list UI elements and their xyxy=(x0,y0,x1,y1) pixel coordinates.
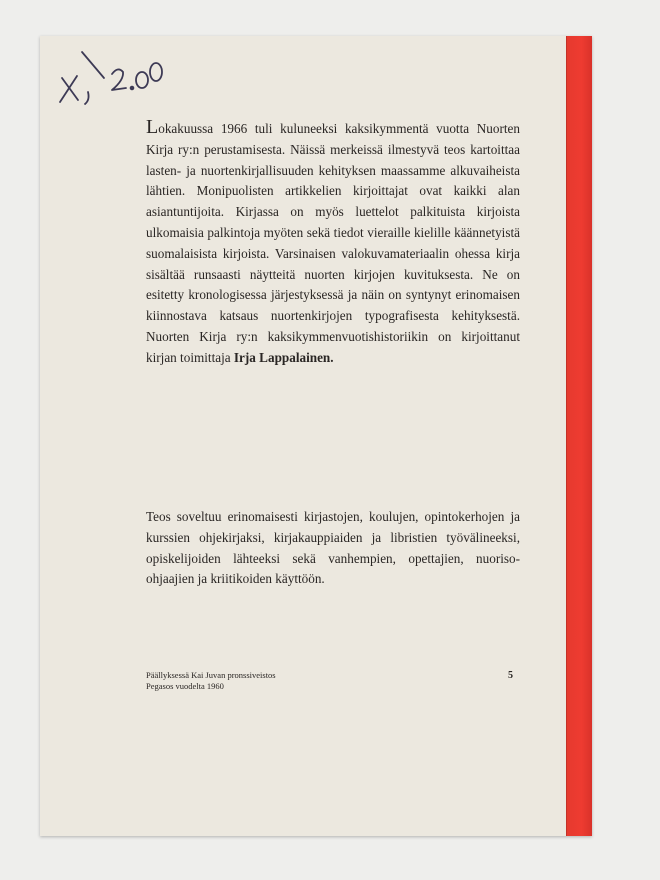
cover-credits xyxy=(146,670,446,692)
red-spine xyxy=(566,36,592,836)
handwritten-note-drawing xyxy=(52,48,172,108)
paragraph-1-text: okakuussa 1966 tuli kuluneeksi kaksikymmentä vuotta Nuorten Kirja ry:n perustamisesta. Näissä merkeissä ilmestyvä teos kartoittaa lasten- ja nuortenkirjallisuuden kehityksen maassamme alkuvaiheista lähtien. Monipuolisten artikkelien kirjoittajat ovat kaikki alan asiantuntijoita. Kirjassa on myös luettelot palkituista kirjoista ulkomaisia palkintoja myöten sekä tiedot vieraille kielille käännetyistä suomalaisista kirjoista. Varsinaisen valokuvamateriaalin ohessa kirja sisältää runsaasti näytteitä nuorten kirjojen kuvituksesta. Ne on esitetty kronologisessa järjestyksessä ja näin on syntynyt erinomaisen kiinnostava katsaus nuortenkirjojen typografisesta kehityksestä. Nuorten Kirja ry:n kaksikymmenvuotishistoriikin on kirjoittanut kirjan toimittaja xyxy=(146,121,520,365)
description-paragraph-1 xyxy=(146,116,520,369)
drop-cap-letter: L xyxy=(146,116,159,138)
description-paragraph-2: Teos soveltuu erinomaisesti kirjastojen, koulujen, opintokerhojen ja kurssien ohjekirjaksi, kirjakauppiaiden ja libristien työvälineeksi, opiskelijoiden lähteeksi sekä vanhempien, opettajien, nuoriso-ohjaajien ja kriitikoiden käyttöön. xyxy=(146,509,520,587)
credit-line-1: Päällyksessä Kai Juvan pronssiveistos xyxy=(146,670,276,680)
handwritten-price-note xyxy=(52,48,172,108)
page-number: 5 xyxy=(508,670,513,681)
author-name: Irja Lappalainen. xyxy=(233,349,334,365)
credit-line-2: Pegasos vuodelta 1960 xyxy=(146,681,224,691)
